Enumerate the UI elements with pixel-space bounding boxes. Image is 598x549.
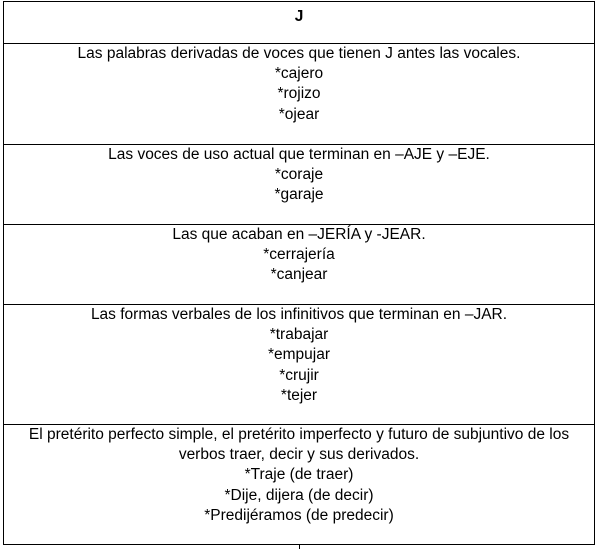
rule-row [4,44,595,145]
rule-cell [4,225,595,305]
rule-example: *trabajar [269,326,329,344]
rule-row [4,145,595,225]
rule-description: Las palabras derivadas de voces que tienen J antes las vocales. [77,45,521,62]
rule-description-line: verbos traer, decir y sus derivados. [178,446,420,464]
table-header-row [4,2,595,44]
rule-row [4,425,595,545]
rule-example: *Traje (de traer) [244,466,354,484]
rule-description: Las que acaban en –JERÍA y -JEAR. [172,226,426,243]
rule-example: *cerrajería [263,246,335,264]
rule-example: *empujar [267,346,331,364]
rule-example: *coraje [274,166,324,184]
rule-example: *Predijéramos (de predecir) [204,506,394,524]
rule-description: Las formas verbales de los infinitivos que terminan en –JAR. [90,306,508,323]
rule-example: *canjear [270,266,328,284]
rule-description: Las voces de uso actual que terminan en –AJE y –EJE. [108,146,490,163]
rule-description-line: El pretérito perfecto simple, el pretérito imperfecto y futuro de subjuntivo de los [28,426,570,443]
rule-example: *Dije, dijera (de decir) [224,486,374,504]
rule-cell [4,305,595,425]
rule-example: *rojizo [277,85,321,103]
page-edge-mark [299,545,300,549]
spelling-rules-table [3,1,595,545]
rule-row [4,305,595,425]
rule-example: *ojear [278,105,320,123]
rule-example: *cajero [274,65,324,83]
rule-example: *crujir [279,366,319,384]
rule-example: *garaje [274,186,324,204]
rule-example: *tejer [280,386,318,404]
table-title: J [4,2,595,44]
rule-row [4,225,595,305]
rule-cell [4,425,595,545]
rule-cell [4,44,595,145]
rule-cell [4,145,595,225]
